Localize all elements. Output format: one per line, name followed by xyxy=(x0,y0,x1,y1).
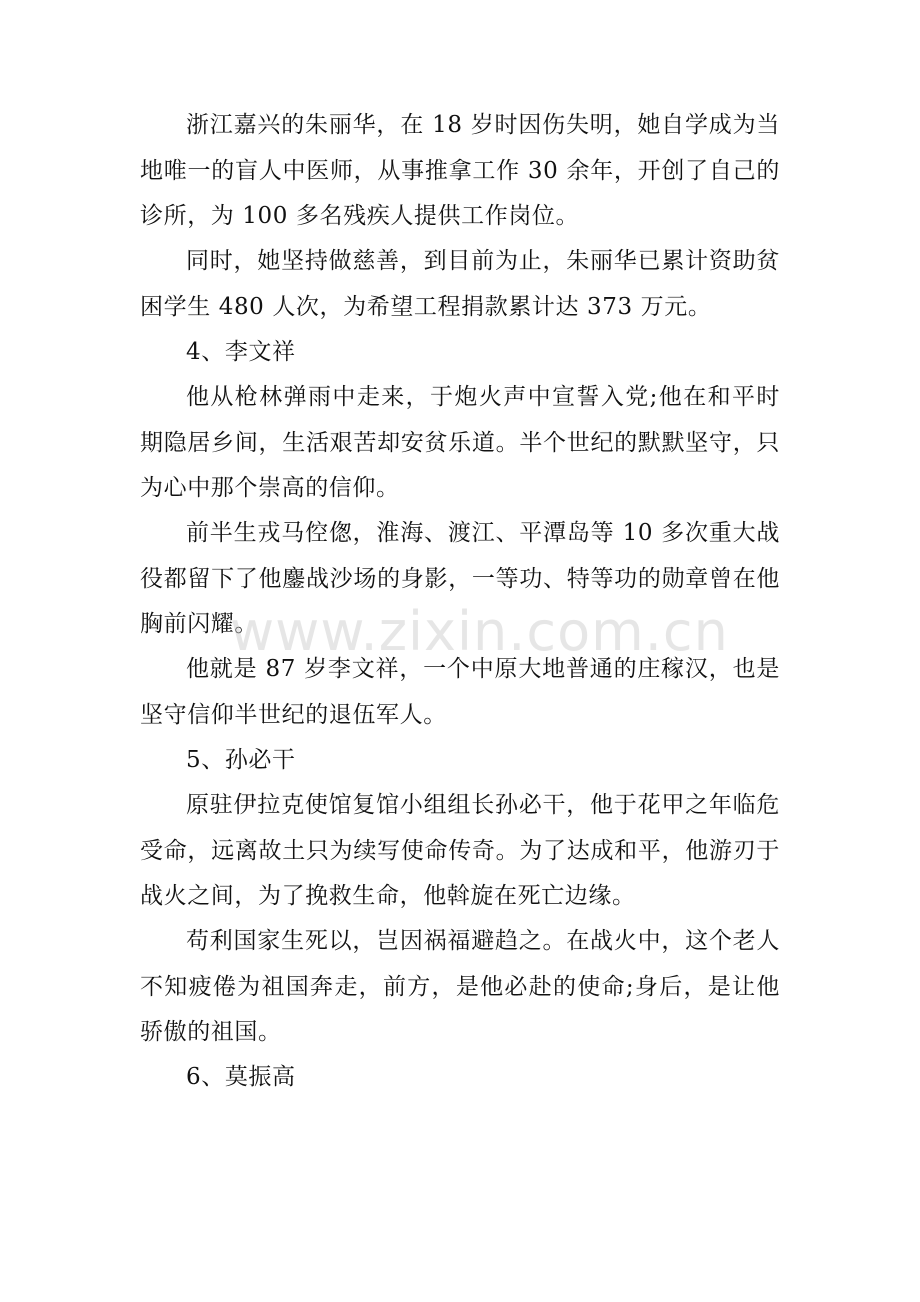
paragraph-li-wenxiang-2: 前半生戎马倥偬，淮海、渡江、平潭岛等 10 多次重大战役都留下了他鏖战沙场的身影，一等功、特等功的勋章曾在他胸前闪耀。 xyxy=(140,520,780,637)
paragraph-zhu-lihua-1: 浙江嘉兴的朱丽华，在 18 岁时因伤失明，她自学成为当地唯一的盲人中医师，从事推拿工作 30 余年，开创了自己的诊所，为 100 多名残疾人提供工作岗位。 xyxy=(140,112,780,229)
paragraph-li-wenxiang-1: 他从枪林弹雨中走来，于炮火声中宣誓入党;他在和平时期隐居乡间，生活艰苦却安贫乐道。半个世纪的默默坚守，只为心中那个崇高的信仰。 xyxy=(140,384,780,501)
paragraph-sun-bigan-2: 苟利国家生死以，岂因祸福避趋之。在战火中，这个老人不知疲倦为祖国奔走，前方，是他必赴的使命;身后，是让他骄傲的祖国。 xyxy=(140,928,780,1045)
section-heading-mo-zhengao: 6、莫振高 xyxy=(186,1064,296,1090)
paragraph-sun-bigan-1: 原驻伊拉克使馆复馆小组组长孙必干，他于花甲之年临危受命，远离故土只为续写使命传奇。为了达成和平，他游刃于战火之间，为了挽救生命，他斡旋在死亡边缘。 xyxy=(140,792,780,909)
section-heading-li-wenxiang: 4、李文祥 xyxy=(186,339,296,365)
watermark: www.zixin.com.cn xyxy=(230,600,729,663)
paragraph-zhu-lihua-2: 同时，她坚持做慈善，到目前为止，朱丽华已累计资助贫困学生 480 人次，为希望工程捐款累计达 373 万元。 xyxy=(140,248,780,320)
section-heading-sun-bigan: 5、孙必干 xyxy=(186,747,296,773)
paragraph-li-wenxiang-3: 他就是 87 岁李文祥，一个中原大地普通的庄稼汉，也是坚守信仰半世纪的退伍军人。 xyxy=(140,656,780,728)
